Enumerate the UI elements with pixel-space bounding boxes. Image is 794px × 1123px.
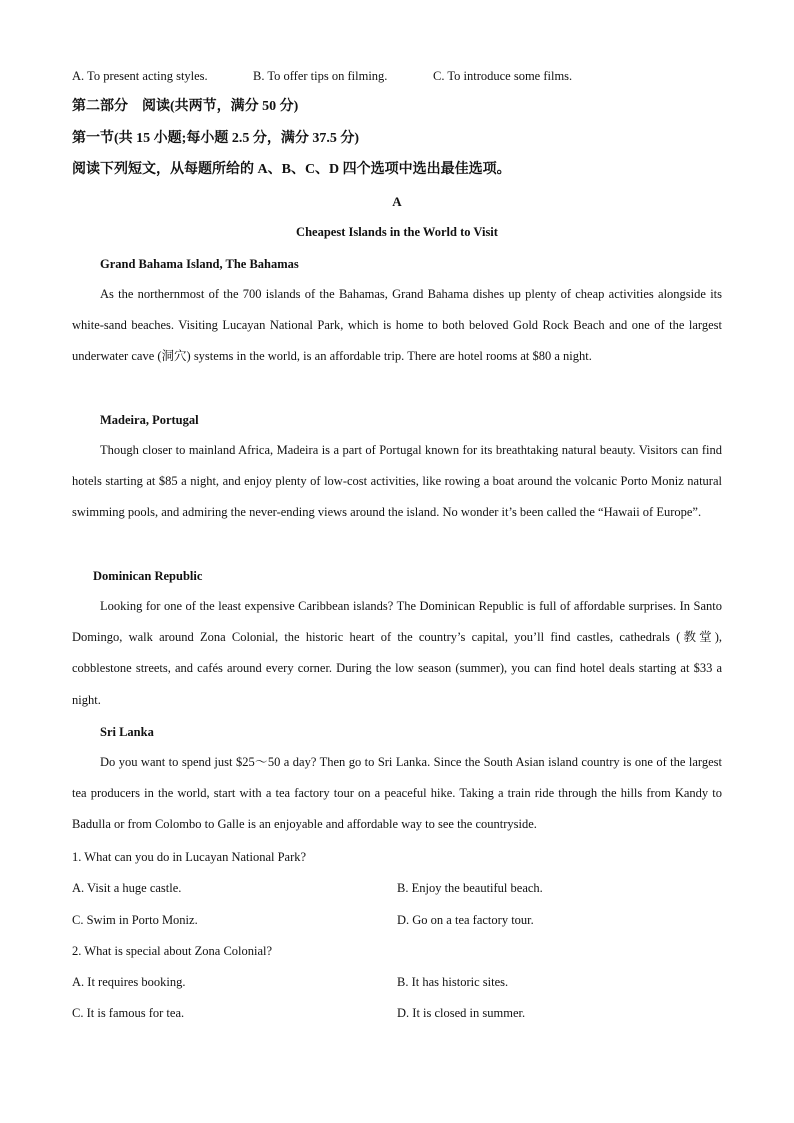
passage-title: Cheapest Islands in the World to Visit [296,225,498,239]
section-heading: Sri Lanka [100,725,154,739]
option-b: B. It has historic sites. [397,975,509,989]
section-heading: Madeira, Portugal [100,413,199,427]
option-a: A. To present acting styles. [72,69,208,83]
question-options-row [72,1005,722,1021]
section-paragraph: Looking for one of the least expensive Caribbean islands? The Dominican Republic is full of affordable surprises. In Santo Domingo, walk around Zona Colonial, the historic heart of the country’s capital, you’ll find castles, cathedrals (教堂), cobblestone streets, and cafés around every corner. During the low season (summer), you can find hotel deals starting at $33 a night. [72,599,722,707]
section-paragraph: As the northernmost of the 700 islands of the Bahamas, Grand Bahama dishes up plenty of cheap activities alongside its white-sand beaches. Visiting Lucayan National Park, which is home to both beloved Gold Rock Beach and one of the largest underwater cave (洞穴) systems in the world, is an affordable trip. There are hotel rooms at $80 a night. [72,287,722,364]
option-d: D. Go on a tea factory tour. [397,913,534,927]
question-stem: 2. What is special about Zona Colonial? [72,944,273,958]
question-stem: 1. What can you do in Lucayan National Park? [72,850,307,864]
instruction: 阅读下列短文，从每题所给的 A、B、C、D 四个选项中选出最佳选项。 [72,162,511,177]
option-c: C. Swim in Porto Moniz. [72,913,198,927]
option-b: B. To offer tips on filming. [253,69,388,83]
previous-question-options [72,68,722,84]
question-options-row [72,974,722,990]
option-a: A. Visit a huge castle. [72,881,182,895]
option-c: C. It is famous for tea. [72,1006,185,1020]
passage-letter: A [392,194,402,209]
question-options-row [72,880,722,896]
option-a: A. It requires booking. [72,975,186,989]
option-c: C. To introduce some films. [433,69,573,83]
option-d: D. It is closed in summer. [397,1006,526,1020]
part-title: 第二部分 阅读(共两节，满分 50 分) [72,99,299,114]
section-paragraph: Do you want to spend just $25～50 a day? Then go to Sri Lanka. Since the South Asian island country is one of the largest tea producers in the world, start with a tea factory tour on a peaceful hike. Taking a train ride through the hills from Kandy to Badulla or from Colombo to Galle is an enjoyable and affordable way to see the countryside. [72,755,722,832]
question-options-row [72,912,722,928]
section-heading: Dominican Republic [93,569,203,583]
section-paragraph: Though closer to mainland Africa, Madeira is a part of Portugal known for its breathtaking natural beauty. Visitors can find hotels starting at $85 a night, and enjoy plenty of low-cost activities, like rowing a boat around the volcanic Porto Moniz natural swimming pools, and admiring the never-ending views around the island. No wonder it’s been called the “Hawaii of Europe”. [72,443,722,520]
section-heading: Grand Bahama Island, The Bahamas [100,257,299,271]
section-subtitle: 第一节(共 15 小题;每小题 2.5 分，满分 37.5 分) [72,131,359,146]
option-b: B. Enjoy the beautiful beach. [397,881,543,895]
